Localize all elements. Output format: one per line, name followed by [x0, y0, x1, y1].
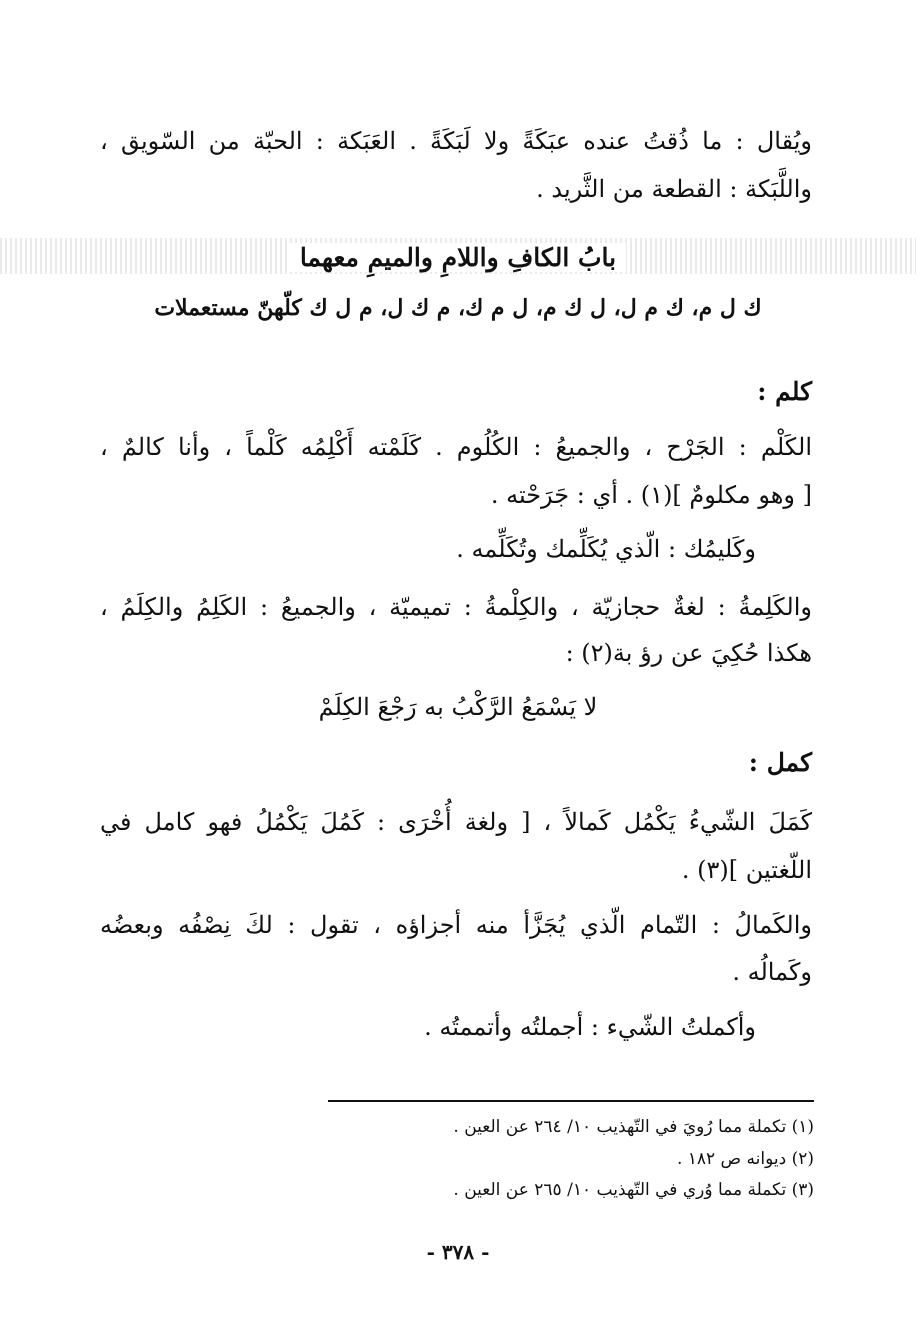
kml-p2-line-1: والكَمالُ : التّمام الّذي يُجَزَّأ منه أجزاؤه ، تقول : لكَ نِصْفُه وبعضُه: [100, 911, 812, 939]
footnote-2: (٢) ديوانه ص ١٨٢ .: [676, 1149, 814, 1169]
footnote-divider: [328, 1100, 814, 1102]
klm-p2: وكَليمُك : الّذي يُكَلِّمك وتُكَلِّمه .: [456, 535, 756, 563]
footnote-3: (٣) تكملة مما وُري في التّهذيب ١٠/ ٢٦٥ عن العين .: [453, 1180, 814, 1200]
klm-p3-line-2: هكذا حُكِيَ عن رؤ بة(٢) :: [565, 639, 812, 667]
kml-p1-line-1: كَمَلَ الشّيءُ يَكْمُل كَمالاً ، [ ولغة أُخْرَى : كَمُلَ يَكْمُلُ فهو كامل في: [100, 808, 812, 836]
entry-head-klm: كلم :: [757, 377, 812, 406]
klm-p1-line-1: الكَلْم : الجَرْح ، والجميعُ : الكُلُوم . كَلَمْته أَكْلِمُه كَلْماً ، وأنا كالمٌ ،: [100, 433, 812, 461]
kml-p1-line-2: اللّغتين ](٣) .: [681, 856, 812, 884]
entry-head-kml: كمل :: [748, 748, 812, 777]
chapter-title: [0, 242, 916, 274]
kml-p3: وأكملتُ الشّيء : أجملتُه وأتممتُه .: [424, 1013, 756, 1041]
intro-line-2: واللَّبَكة : القطعة من الثَّريد .: [536, 175, 812, 203]
klm-p3-line-1: والكَلِمةُ : لغةٌ حجازيّة ، والكِلْمةُ : تميميّة ، والجميعُ : الكَلِمُ والكِلَمُ ،: [100, 593, 813, 621]
verse: لا يَسْمَعُ الرَّكْبُ به رَجْعَ الكِلَمْ: [318, 693, 598, 721]
footnote-1: (١) تكملة مما رُويَ في التّهذيب ١٠/ ٢٦٤ عن العين .: [453, 1117, 814, 1137]
intro-line-1: ويُقال : ما ذُقتُ عنده عبَكَةً ولا لَبَكَةً . العَبَكة : الحبّة من السّويق ،: [100, 127, 812, 155]
chapter-subtitle: ك ل م، ك م ل، ل ك م، ل م ك، م ك ل، م ل ك كلّهنّ مستعملات: [154, 295, 762, 321]
kml-p2-line-2: وكَمالُه .: [732, 958, 812, 986]
klm-p1-line-2: [ وهو مكلومٌ ](١) . أي : جَرَحْته .: [490, 481, 812, 509]
page-number: - ٣٧٨ -: [426, 1240, 490, 1264]
chapter-title-text: بابُ الكافِ واللامِ والميمِ معهما: [290, 243, 626, 272]
